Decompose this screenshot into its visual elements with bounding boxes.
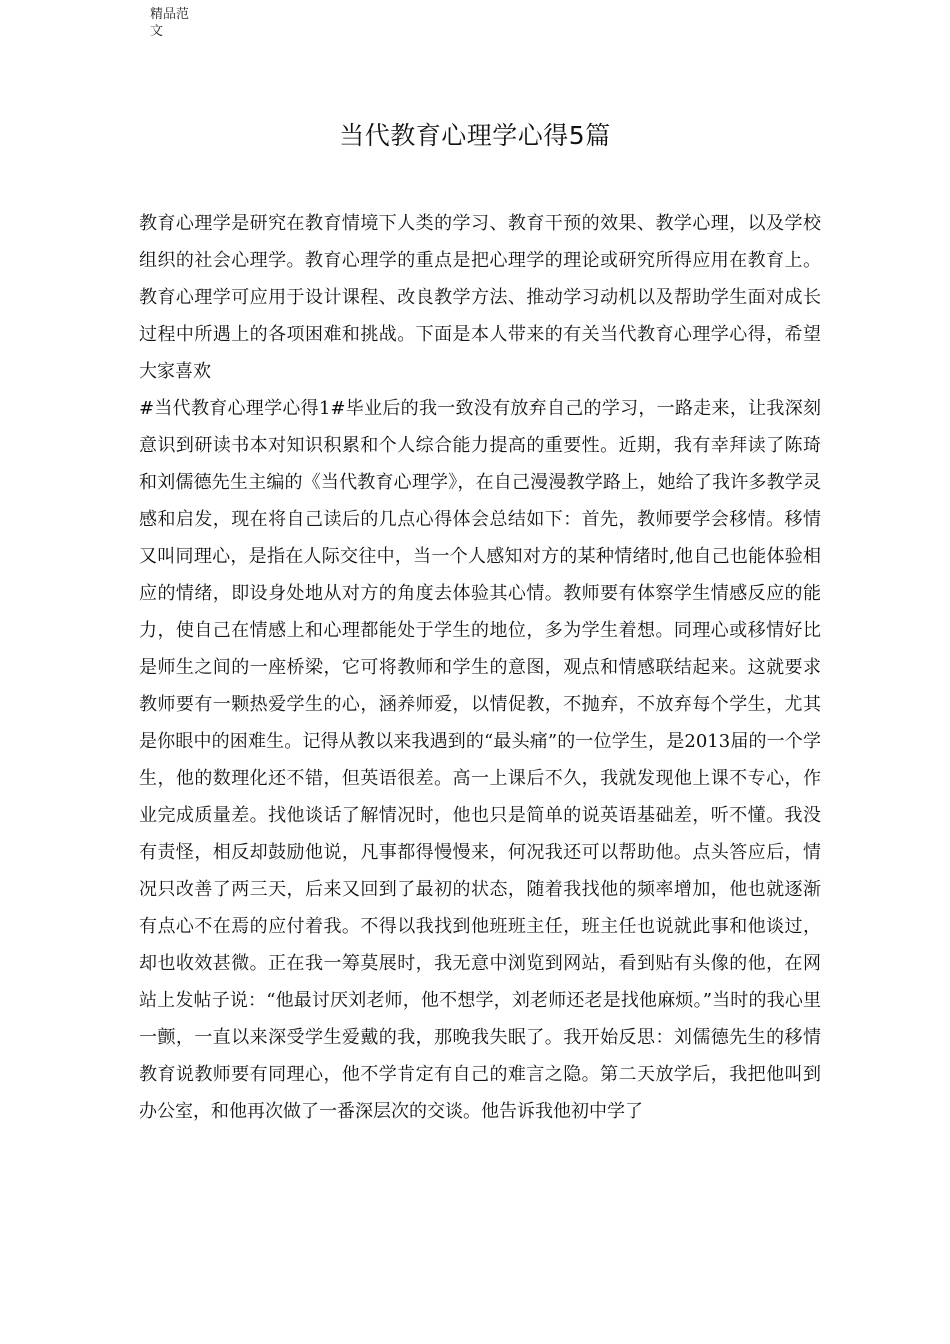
paragraph-intro: 教育心理学是研究在教育情境下人类的学习、教育干预的效果、教学心理，以及学校组织的社会心理学。教育心理学的重点是把心理学的理论或研究所得应用在教育上。教育心理学可应用于设计课程、改良教学方法、推动学习动机以及帮助学生面对成长过程中所遇上的各项困难和挑战。下面是本人带来的有关当代教育心理学心得，希望大家喜欢 <box>139 213 821 382</box>
document-title: 当代教育心理学心得5篇 <box>339 121 611 150</box>
paragraph-essay-1: #当代教育心理学心得1#毕业后的我一致没有放弃自己的学习，一路走来，让我深刻意识到研读书本对知识积累和个人综合能力提高的重要性。近期，我有幸拜读了陈琦和刘儒德先生主编的《当代教育心理学》，在自己漫漫教学路上，她给了我许多教学灵感和启发，现在将自己读后的几点心得体会总结如下：首先，教师要学会移情。移情又叫同理心，是指在人际交往中，当一个人感知对方的某种情绪时,他自己也能体验相应的情绪，即设身处地从对方的角度去体验其心情。教师要有体察学生情感反应的能力，使自己在情感上和心理都能处于学生的地位，多为学生着想。同理心或移情好比是师生之间的一座桥梁，它可将教师和学生的意图，观点和情感联结起来。这就要求教师要有一颗热爱学生的心，涵养师爱，以情促教，不抛弃，不放弃每个学生，尤其是你眼中的困难生。记得从教以来我遇到的“最头痛”的一位学生，是2013届的一个学生，他的数理化还不错，但英语很差。高一上课后不久，我就发现他上课不专心，作业完成质量差。找他谈话了解情况时，他也只是简单的说英语基础差，听不懂。我没有责怪，相反却鼓励他说，凡事都得慢慢来，何况我还可以帮助他。点头答应后，情况只改善了两三天，后来又回到了最初的状态，随着我找他的频率增加，他也就逐渐有点心不在焉的应付着我。不得以我找到他班班主任，班主任也说就此事和他谈过，却也收效甚微。正在我一筹莫展时，我无意中浏览到网站，看到贴有头像的他，在网站上发帖子说：“他最讨厌刘老师，他不想学，刘老师还老是找他麻烦。”当时的我心里一颤，一直以来深受学生爱戴的我，那晚我失眠了。我开始反思：刘儒德先生的移情教育说教师要有同理心，他不学肯定有自己的难言之隐。第二天放学后，我把他叫到办公室，和他再次做了一番深层次的交谈。他告诉我他初中学了 <box>139 398 821 1122</box>
document-body <box>139 205 821 1130</box>
header-tag: 精品范 文 <box>150 7 190 39</box>
